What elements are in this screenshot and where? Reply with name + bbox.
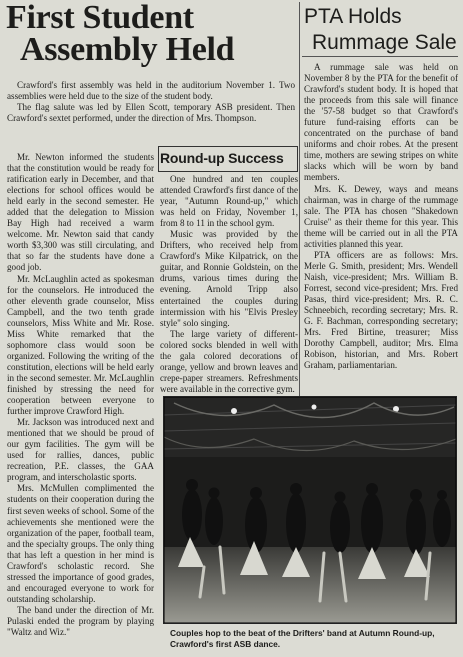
photo-caption: Couples hop to the beat of the Drifters' band at Autumn Round-up, Crawford's first ASB dance. [170, 628, 435, 649]
pta-headline-line2: Rummage Sale [312, 31, 457, 54]
roundup-paragraph: One hundred and ten couples attended Crawford's first dance of the year, "Autumn Round-up," which was held on Friday, November 1, from 8 to 11 in the school gym. [160, 174, 298, 229]
assembly-paragraph: The band under the direction of Mr. Pulaski ended the program by playing "Waltz and Wiz." [7, 604, 154, 638]
pta-column [304, 62, 458, 371]
pta-paragraph: Mrs. K. Dewey, ways and means chairman, was in charge of the rummage sale. The PTA has chosen "Shakedown Cruise" as their theme for this year. This theme will be carried out in all the PTA activities planned this year. [304, 183, 458, 249]
main-headline-line1: First Student [6, 0, 194, 36]
assembly-paragraph: The flag salute was led by Ellen Scott, temporary ASB president. Then Crawford's sextet performed, under the direction of Mrs. Thompson. [7, 102, 295, 124]
pta-headline-line1: PTA Holds [304, 5, 402, 28]
main-headline-line2: Assembly Held [20, 31, 235, 68]
roundup-headline: Round-up Success [160, 150, 284, 166]
assembly-paragraph: Mr. Jackson was introduced next and mentioned that we should be proud of our gym facilities. The gym will be used for rallies, dances, public recreation, P.E. classes, the GAA program, and interscholastic sports. [7, 417, 154, 483]
pta-headline [304, 4, 460, 56]
roundup-column [160, 174, 298, 395]
main-headline [6, 2, 296, 66]
assembly-paragraph: Mr. Newton informed the students that the constitution would be ready for ratification early in December, and that elections for school offices would be held early in the second semester. He added that the delegation to Mission Bay High had received a warm welcome. Mr. Newton said that candy worth $3,300 was still circulating, and that so far the students have done a good job. [7, 152, 154, 273]
dance-photo-image [164, 397, 456, 623]
pta-headline-rule [302, 56, 458, 57]
column-divider [299, 2, 300, 398]
assembly-lead [7, 80, 295, 124]
roundup-paragraph: Music was provided by the Drifters, who received help from Crawford's Mike Kilpatrick, on the guitar, and Ronnie Goldstein, on the drums, various times during the evening. Arnold Tripp also entertained the couples during intermission with his "Elvis Presley style" solo singing. [160, 229, 298, 328]
assembly-paragraph: Mrs. McMullen complimented the students on their cooperation during the first seven weeks of school. Some of the achievements she mentioned were the organization of the paper, football team, and the specialty groups. The only thing that has left a question in her mind is Crawford's scholastic record. She stressed the importance of good grades, and encouraged everyone to work for outstanding scholarship. [7, 483, 154, 604]
assembly-column [7, 152, 154, 638]
assembly-paragraph: Mr. McLaughlin acted as spokesman for the counselors. He introduced the other eleventh grade counselor, Miss Campbell, and the two tenth grade counselors, Miss White and Mr. Rose. Miss White remarked that the sophomore class would soon be organized. Following the writing of the constitution, elections will be held early in the second semester. Mr. McLaughlin finished by stressing the need for cooperation between everyone to further improve Crawford High. [7, 273, 154, 417]
pta-paragraph: PTA officers are as follows: Mrs. Merle G. Smith, president; Mrs. Wendell Naish, vice-president; Mrs. William B. Forrest, second vice-president; Mrs. Fred Pasas, third vice-president; Mrs. R. C. Schneebich, recording secretary; Mrs. R. G. F. Bachman, corresponding secretary; Mrs. Fred Birtine, treasurer; Miss Dorothy Campbell, auditor; Mrs. Elma Robison, historian, and Mrs. Robert Graham, parliamentarian. [304, 249, 458, 371]
pta-paragraph: A rummage sale was held on November 8 by the PTA for the benefit of Crawford's student body. It is hoped that the proceeds from this sale will finance the '57-58 budget so that Crawford's future fund-raising efforts can be concentrated on the purchase of band uniforms and choir robes. At the present time, mothers are sewing stripes on white slacks which will be worn by band members. [304, 62, 458, 183]
assembly-paragraph: Crawford's first assembly was held in the auditorium November 1. Two assemblies were held due to the size of the student body. [7, 80, 295, 102]
roundup-paragraph: The large variety of different-colored socks blended in well with the gala colored decorations of orange, yellow and brown leaves and crepe-paper streamers. Refreshments were available in the corrective gym. [160, 328, 298, 394]
dance-photo [163, 396, 457, 624]
